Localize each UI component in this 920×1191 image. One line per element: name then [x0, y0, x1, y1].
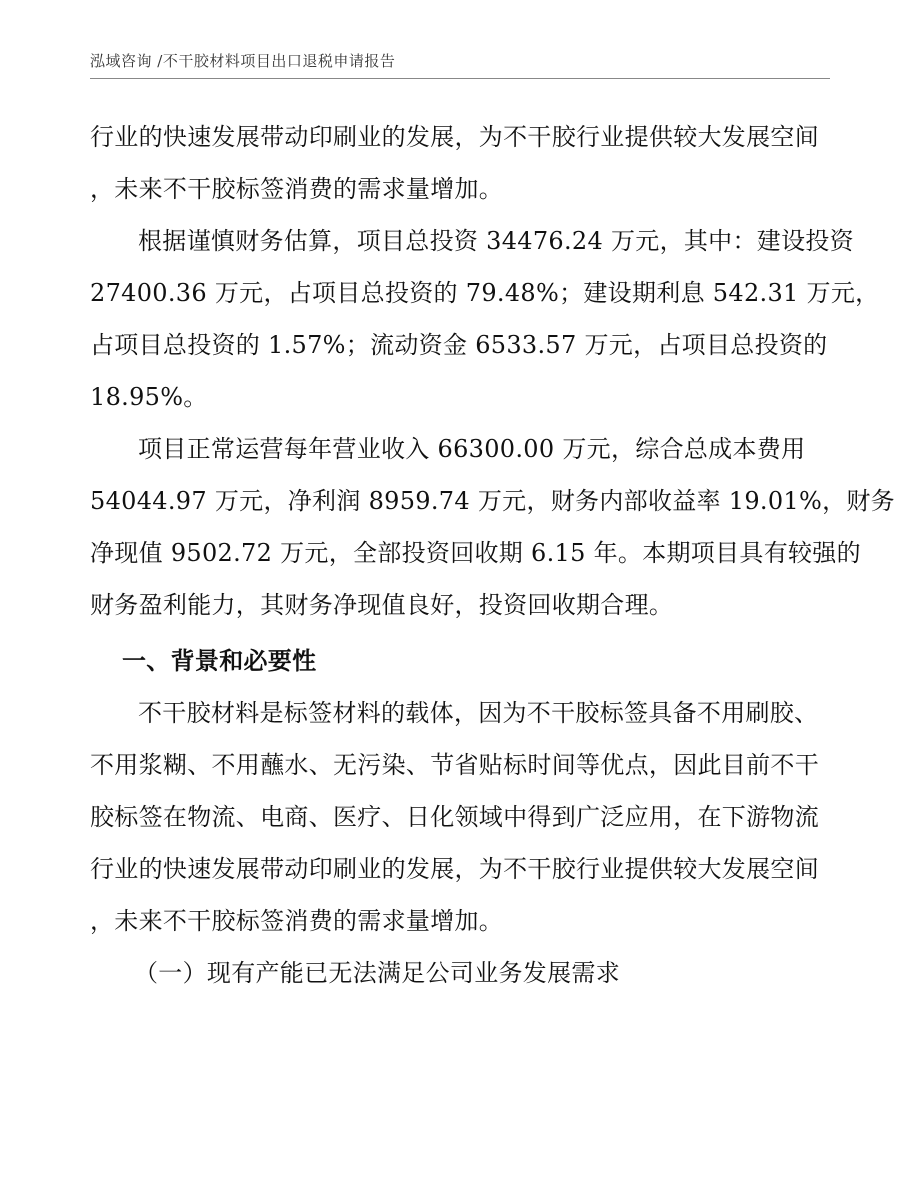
body-line: 占项目总投资的 1.57%；流动资金 6533.57 万元，占项目总投资的: [90, 331, 828, 359]
body-line: 行业的快速发展带动印刷业的发展，为不干胶行业提供较大发展空间: [90, 855, 819, 883]
running-header: 泓域咨询 /不干胶材料项目出口退税申请报告: [90, 52, 396, 70]
body-line: 54044.97 万元，净利润 8959.74 万元，财务内部收益率 19.01%，财务: [90, 487, 895, 515]
paragraph-start: 不干胶材料是标签材料的载体，因为不干胶标签具备不用刷胶、: [138, 699, 819, 727]
subsection-heading: （一）现有产能已无法满足公司业务发展需求: [134, 959, 620, 987]
header-divider: [90, 78, 830, 79]
body-line: ，未来不干胶标签消费的需求量增加。: [90, 175, 504, 203]
body-line: 18.95%。: [90, 383, 208, 411]
body-line: 行业的快速发展带动印刷业的发展，为不干胶行业提供较大发展空间: [90, 123, 819, 151]
body-line: 不用浆糊、不用蘸水、无污染、节省贴标时间等优点，因此目前不干: [90, 751, 819, 779]
paragraph-start: 项目正常运营每年营业收入 66300.00 万元，综合总成本费用: [138, 435, 806, 463]
body-line: ，未来不干胶标签消费的需求量增加。: [90, 907, 504, 935]
body-line: 财务盈利能力，其财务净现值良好，投资回收期合理。: [90, 591, 674, 619]
body-line: 胶标签在物流、电商、医疗、日化领域中得到广泛应用，在下游物流: [90, 803, 819, 831]
body-line: 27400.36 万元，占项目总投资的 79.48%；建设期利息 542.31 万元，: [90, 279, 880, 307]
body-line: 净现值 9502.72 万元，全部投资回收期 6.15 年。本期项目具有较强的: [90, 539, 861, 567]
section-heading: 一、背景和必要性: [122, 646, 317, 675]
paragraph-start: 根据谨慎财务估算，项目总投资 34476.24 万元，其中：建设投资: [138, 227, 854, 255]
